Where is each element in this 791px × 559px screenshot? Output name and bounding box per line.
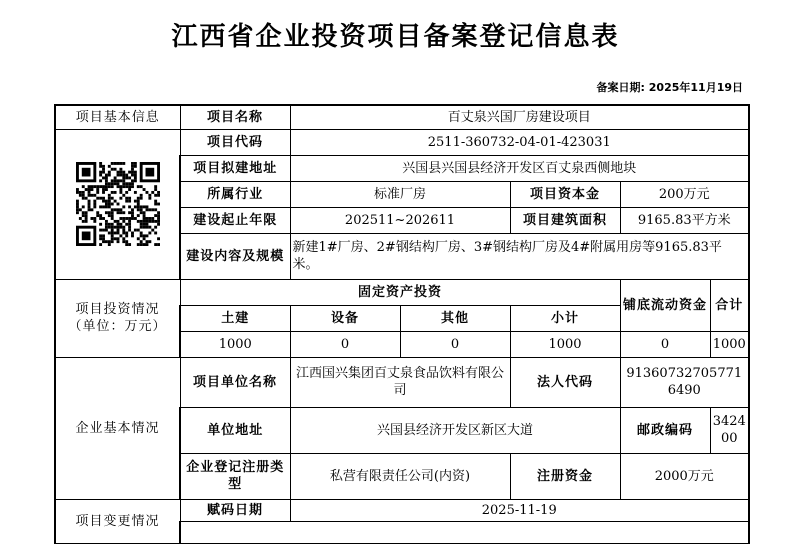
equipment-header: 设备 bbox=[290, 305, 400, 331]
unit-name-label: 项目单位名称 bbox=[180, 357, 290, 407]
registration-type-label: 企业登记注册类型 bbox=[180, 453, 290, 499]
page-title: 江西省企业投资项目备案登记信息表 bbox=[171, 22, 620, 52]
project-code-value: 2511-360732-04-01-423031 bbox=[290, 129, 749, 155]
postcode-label: 邮政编码 bbox=[620, 407, 710, 453]
project-site-value: 兴国县兴国县经济开发区百丈泉西侧地块 bbox=[290, 155, 749, 181]
other-value: 0 bbox=[400, 331, 510, 357]
civil-works-header: 土建 bbox=[180, 305, 290, 331]
record-date bbox=[597, 79, 743, 95]
investment-unit: （单位：万元） bbox=[68, 319, 167, 334]
floor-area-value: 9165.83平方米 bbox=[620, 207, 749, 233]
section-enterprise-label: 企业基本情况 bbox=[55, 357, 180, 499]
unit-address-value: 兴国县经济开发区新区大道 bbox=[290, 407, 620, 453]
legal-code-label: 法人代码 bbox=[510, 357, 620, 407]
qr-code-cell bbox=[55, 129, 180, 279]
legal-code-value: 913607327057716490 bbox=[620, 357, 749, 407]
project-site-label: 项目拟建地址 bbox=[180, 155, 290, 181]
project-code-label: 项目代码 bbox=[180, 129, 290, 155]
period-label: 建设起止年限 bbox=[180, 207, 290, 233]
record-date-label: 备案日期: bbox=[596, 81, 645, 94]
content-value: 新建1#厂房、2#钢结构厂房、3#钢结构厂房及4#附属用房等9165.83平米。 bbox=[290, 233, 749, 279]
fixed-assets-label: 固定资产投资 bbox=[180, 279, 620, 305]
section-change-label: 项目变更情况 bbox=[55, 499, 180, 543]
industry-label: 所属行业 bbox=[180, 181, 290, 207]
period-value: 202511~202611 bbox=[290, 207, 510, 233]
project-name-label: 项目名称 bbox=[180, 105, 290, 129]
capital-label: 项目资本金 bbox=[510, 181, 620, 207]
section-basic-label: 项目基本信息 bbox=[55, 105, 180, 129]
unit-address-label: 单位地址 bbox=[180, 407, 290, 453]
industry-value: 标准厂房 bbox=[290, 181, 510, 207]
project-name-value: 百丈泉兴国厂房建设项目 bbox=[290, 105, 749, 129]
subtotal-header: 小计 bbox=[510, 305, 620, 331]
working-capital-value: 0 bbox=[620, 331, 710, 357]
unit-name-value: 江西国兴集团百丈泉食品饮料有限公司 bbox=[290, 357, 510, 407]
content-label: 建设内容及规模 bbox=[180, 233, 290, 279]
record-date-value: 2025年11月19日 bbox=[648, 81, 743, 94]
capital-value: 200万元 bbox=[620, 181, 749, 207]
record-form-table bbox=[54, 104, 750, 544]
code-date-label: 赋码日期 bbox=[180, 499, 290, 521]
section-investment-label bbox=[55, 279, 180, 357]
change-empty-row bbox=[180, 521, 749, 543]
code-date-value: 2025-11-19 bbox=[290, 499, 749, 521]
registered-capital-label: 注册资金 bbox=[510, 453, 620, 499]
equipment-value: 0 bbox=[290, 331, 400, 357]
registered-capital-value: 2000万元 bbox=[620, 453, 749, 499]
floor-area-label: 项目建筑面积 bbox=[510, 207, 620, 233]
qr-code-icon bbox=[76, 162, 160, 246]
total-value: 1000 bbox=[710, 331, 749, 357]
other-header: 其他 bbox=[400, 305, 510, 331]
total-label: 合计 bbox=[710, 279, 749, 331]
subtotal-value: 1000 bbox=[510, 331, 620, 357]
investment-title: 项目投资情况 bbox=[75, 302, 160, 317]
registration-type-value: 私营有限责任公司(内资) bbox=[290, 453, 510, 499]
civil-works-value: 1000 bbox=[180, 331, 290, 357]
postcode-value: 342400 bbox=[710, 407, 749, 453]
working-capital-label: 铺底流动资金 bbox=[620, 279, 710, 331]
